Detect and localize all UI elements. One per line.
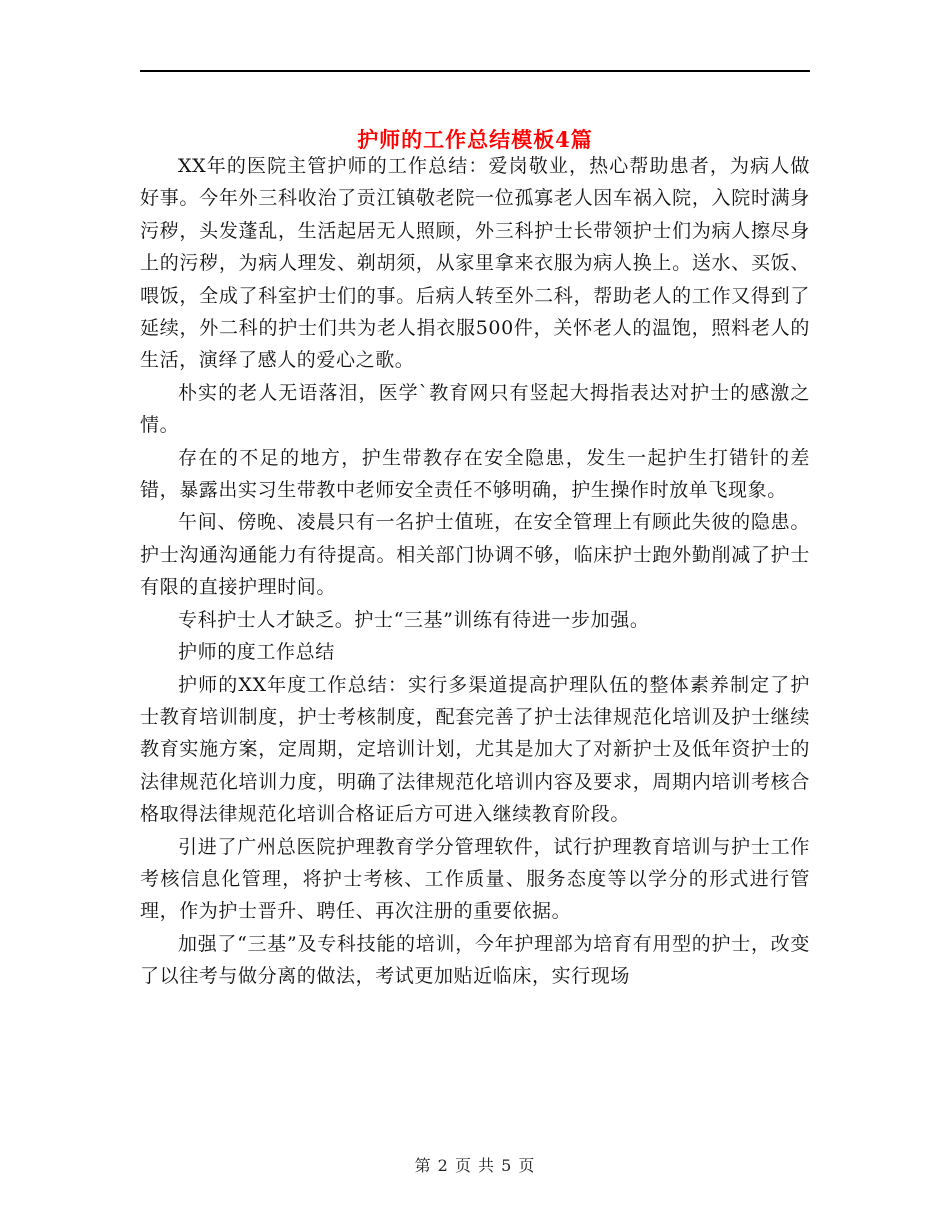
- header-rule: [140, 70, 810, 72]
- paragraph-4: 午间、傍晚、凌晨只有一名护士值班，在安全管理上有顾此失彼的隐患。护士沟通沟通能力有待提高。相关部门协调不够，临床护士跑外勤削减了护士有限的直接护理时间。: [140, 511, 810, 599]
- paragraph-7: 引进了广州总医院护理教育学分管理软件，试行护理教育培训与护士工作考核信息化管理，将护士考核、工作质量、服务态度等以学分的形式进行管理，作为护士晋升、聘任、再次注册的重要依据。: [140, 835, 810, 923]
- paragraph-2: 朴实的老人无语落泪，医学`教育网只有竖起大拇指表达对护士的感激之情。: [140, 381, 810, 437]
- document-body: [140, 150, 810, 993]
- paragraph-1: XX年的医院主管护师的工作总结：爱岗敬业，热心帮助患者，为病人做好事。今年外三科收治了贡江镇敬老院一位孤寡老人因车祸入院，入院时满身污秽，头发蓬乱，生活起居无人照顾，外三科护士长带领护士们为病人擦尽身上的污秽，为病人理发、剃胡须，从家里拿来衣服为病人换上。送水、买饭、喂饭，全成了科室护士们的事。后病人转至外二科，帮助老人的工作又得到了延续，外二科的护士们共为老人捐衣服500件，关怀老人的温饱，照料老人的生活，演绎了感人的爱心之歌。: [140, 155, 810, 372]
- paragraph-5: 专科护士人才缺乏。护士“三基”训练有待进一步加强。: [178, 608, 650, 631]
- paragraph-6: 护师的XX年度工作总结：实行多渠道提高护理队伍的整体素养制定了护士教育培训制度，护士考核制度，配套完善了护士法律规范化培训及护士继续教育实施方案，定周期，定培训计划，尤其是加大了对新护士及低年资护士的法律规范化培训力度，明确了法律规范化培训内容及要求，周期内培训考核合格取得法律规范化培训合格证后方可进入继续教育阶段。: [140, 673, 810, 826]
- paragraph-8: 加强了“三基”及专科技能的培训，今年护理部为培育有用型的护士，改变了以往考与做分离的做法，考试更加贴近临床，实行现场: [140, 932, 810, 988]
- document-title: 护师的工作总结模板4篇: [357, 127, 593, 153]
- page-number: 第 2 页 共 5 页: [414, 1156, 536, 1175]
- paragraph-3: 存在的不足的地方，护生带教存在安全隐患，发生一起护生打错针的差错，暴露出实习生带教中老师安全责任不够明确，护生操作时放单飞现象。: [140, 446, 810, 502]
- section-heading: 护师的度工作总结: [178, 641, 335, 664]
